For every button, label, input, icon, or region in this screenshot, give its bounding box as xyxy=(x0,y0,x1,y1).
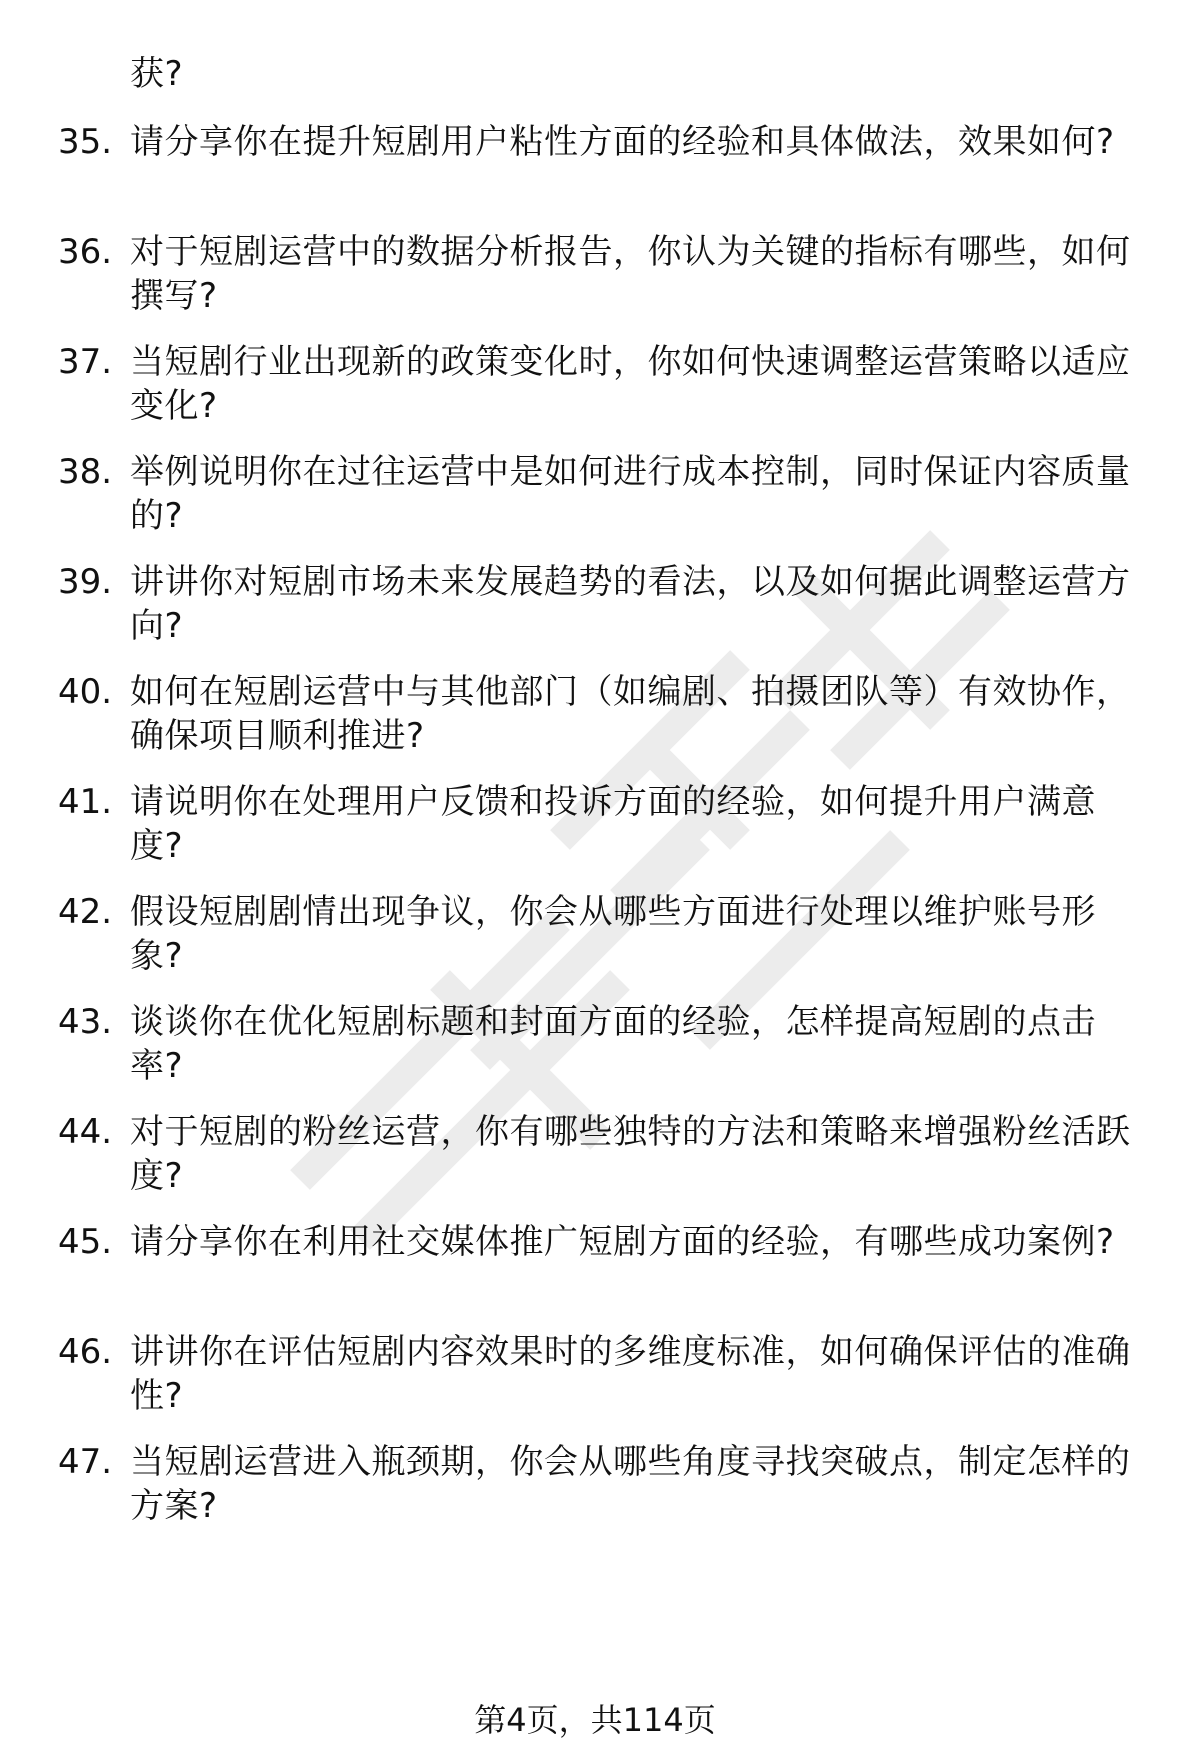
question-text: 讲讲你在评估短剧内容效果时的多维度标准，如何确保评估的准确性? xyxy=(130,1332,1131,1416)
question-item xyxy=(58,230,1158,330)
question-number: 37. xyxy=(58,342,113,382)
question-text: 谈谈你在优化短剧标题和封面方面的经验，怎样提高短剧的点击率? xyxy=(130,1002,1096,1086)
question-number: 40. xyxy=(58,672,113,712)
question-number: 47. xyxy=(58,1442,113,1482)
question-number: 42. xyxy=(58,892,113,932)
question-item xyxy=(58,1000,1158,1100)
question-text: 假设短剧剧情出现争议，你会从哪些方面进行处理以维护账号形象? xyxy=(130,892,1096,976)
question-item xyxy=(58,450,1158,550)
question-text: 对于短剧运营中的数据分析报告，你认为关键的指标有哪些，如何撰写? xyxy=(130,232,1131,316)
question-number: 43. xyxy=(58,1002,113,1042)
question-text: 当短剧行业出现新的政策变化时，你如何快速调整运营策略以适应变化? xyxy=(130,342,1131,426)
continued-question-text: 获? xyxy=(130,54,184,94)
question-text: 请说明你在处理用户反馈和投诉方面的经验，如何提升用户满意度? xyxy=(130,782,1096,866)
question-text: 举例说明你在过往运营中是如何进行成本控制，同时保证内容质量的? xyxy=(130,452,1131,536)
question-number: 36. xyxy=(58,232,113,272)
question-text: 对于短剧的粉丝运营，你有哪些独特的方法和策略来增强粉丝活跃度? xyxy=(130,1112,1131,1196)
question-text: 当短剧运营进入瓶颈期，你会从哪些角度寻找突破点，制定怎样的方案? xyxy=(130,1442,1131,1526)
question-text: 讲讲你对短剧市场未来发展趋势的看法，以及如何据此调整运营方向? xyxy=(130,562,1131,646)
question-number: 38. xyxy=(58,452,113,492)
question-item xyxy=(58,120,1158,220)
question-number: 35. xyxy=(58,122,113,162)
question-item xyxy=(58,670,1158,770)
question-text: 请分享你在提升短剧用户粘性方面的经验和具体做法，效果如何? xyxy=(130,122,1115,162)
question-number: 45. xyxy=(58,1222,113,1262)
question-item xyxy=(58,890,1158,990)
question-item xyxy=(58,1220,1158,1320)
page-number-footer: 第4页，共114页 xyxy=(474,1701,716,1739)
question-number: 46. xyxy=(58,1332,113,1372)
question-text: 请分享你在利用社交媒体推广短剧方面的经验，有哪些成功案例? xyxy=(130,1222,1115,1262)
question-item xyxy=(58,340,1158,440)
question-text: 如何在短剧运营中与其他部门（如编剧、拍摄团队等）有效协作，确保项目顺利推进? xyxy=(130,672,1131,756)
question-number: 41. xyxy=(58,782,113,822)
question-item xyxy=(58,1440,1158,1540)
question-item xyxy=(58,1330,1158,1430)
question-item xyxy=(58,1110,1158,1210)
question-item xyxy=(58,560,1158,660)
question-number: 44. xyxy=(58,1112,113,1152)
question-item xyxy=(58,780,1158,880)
question-number: 39. xyxy=(58,562,113,602)
